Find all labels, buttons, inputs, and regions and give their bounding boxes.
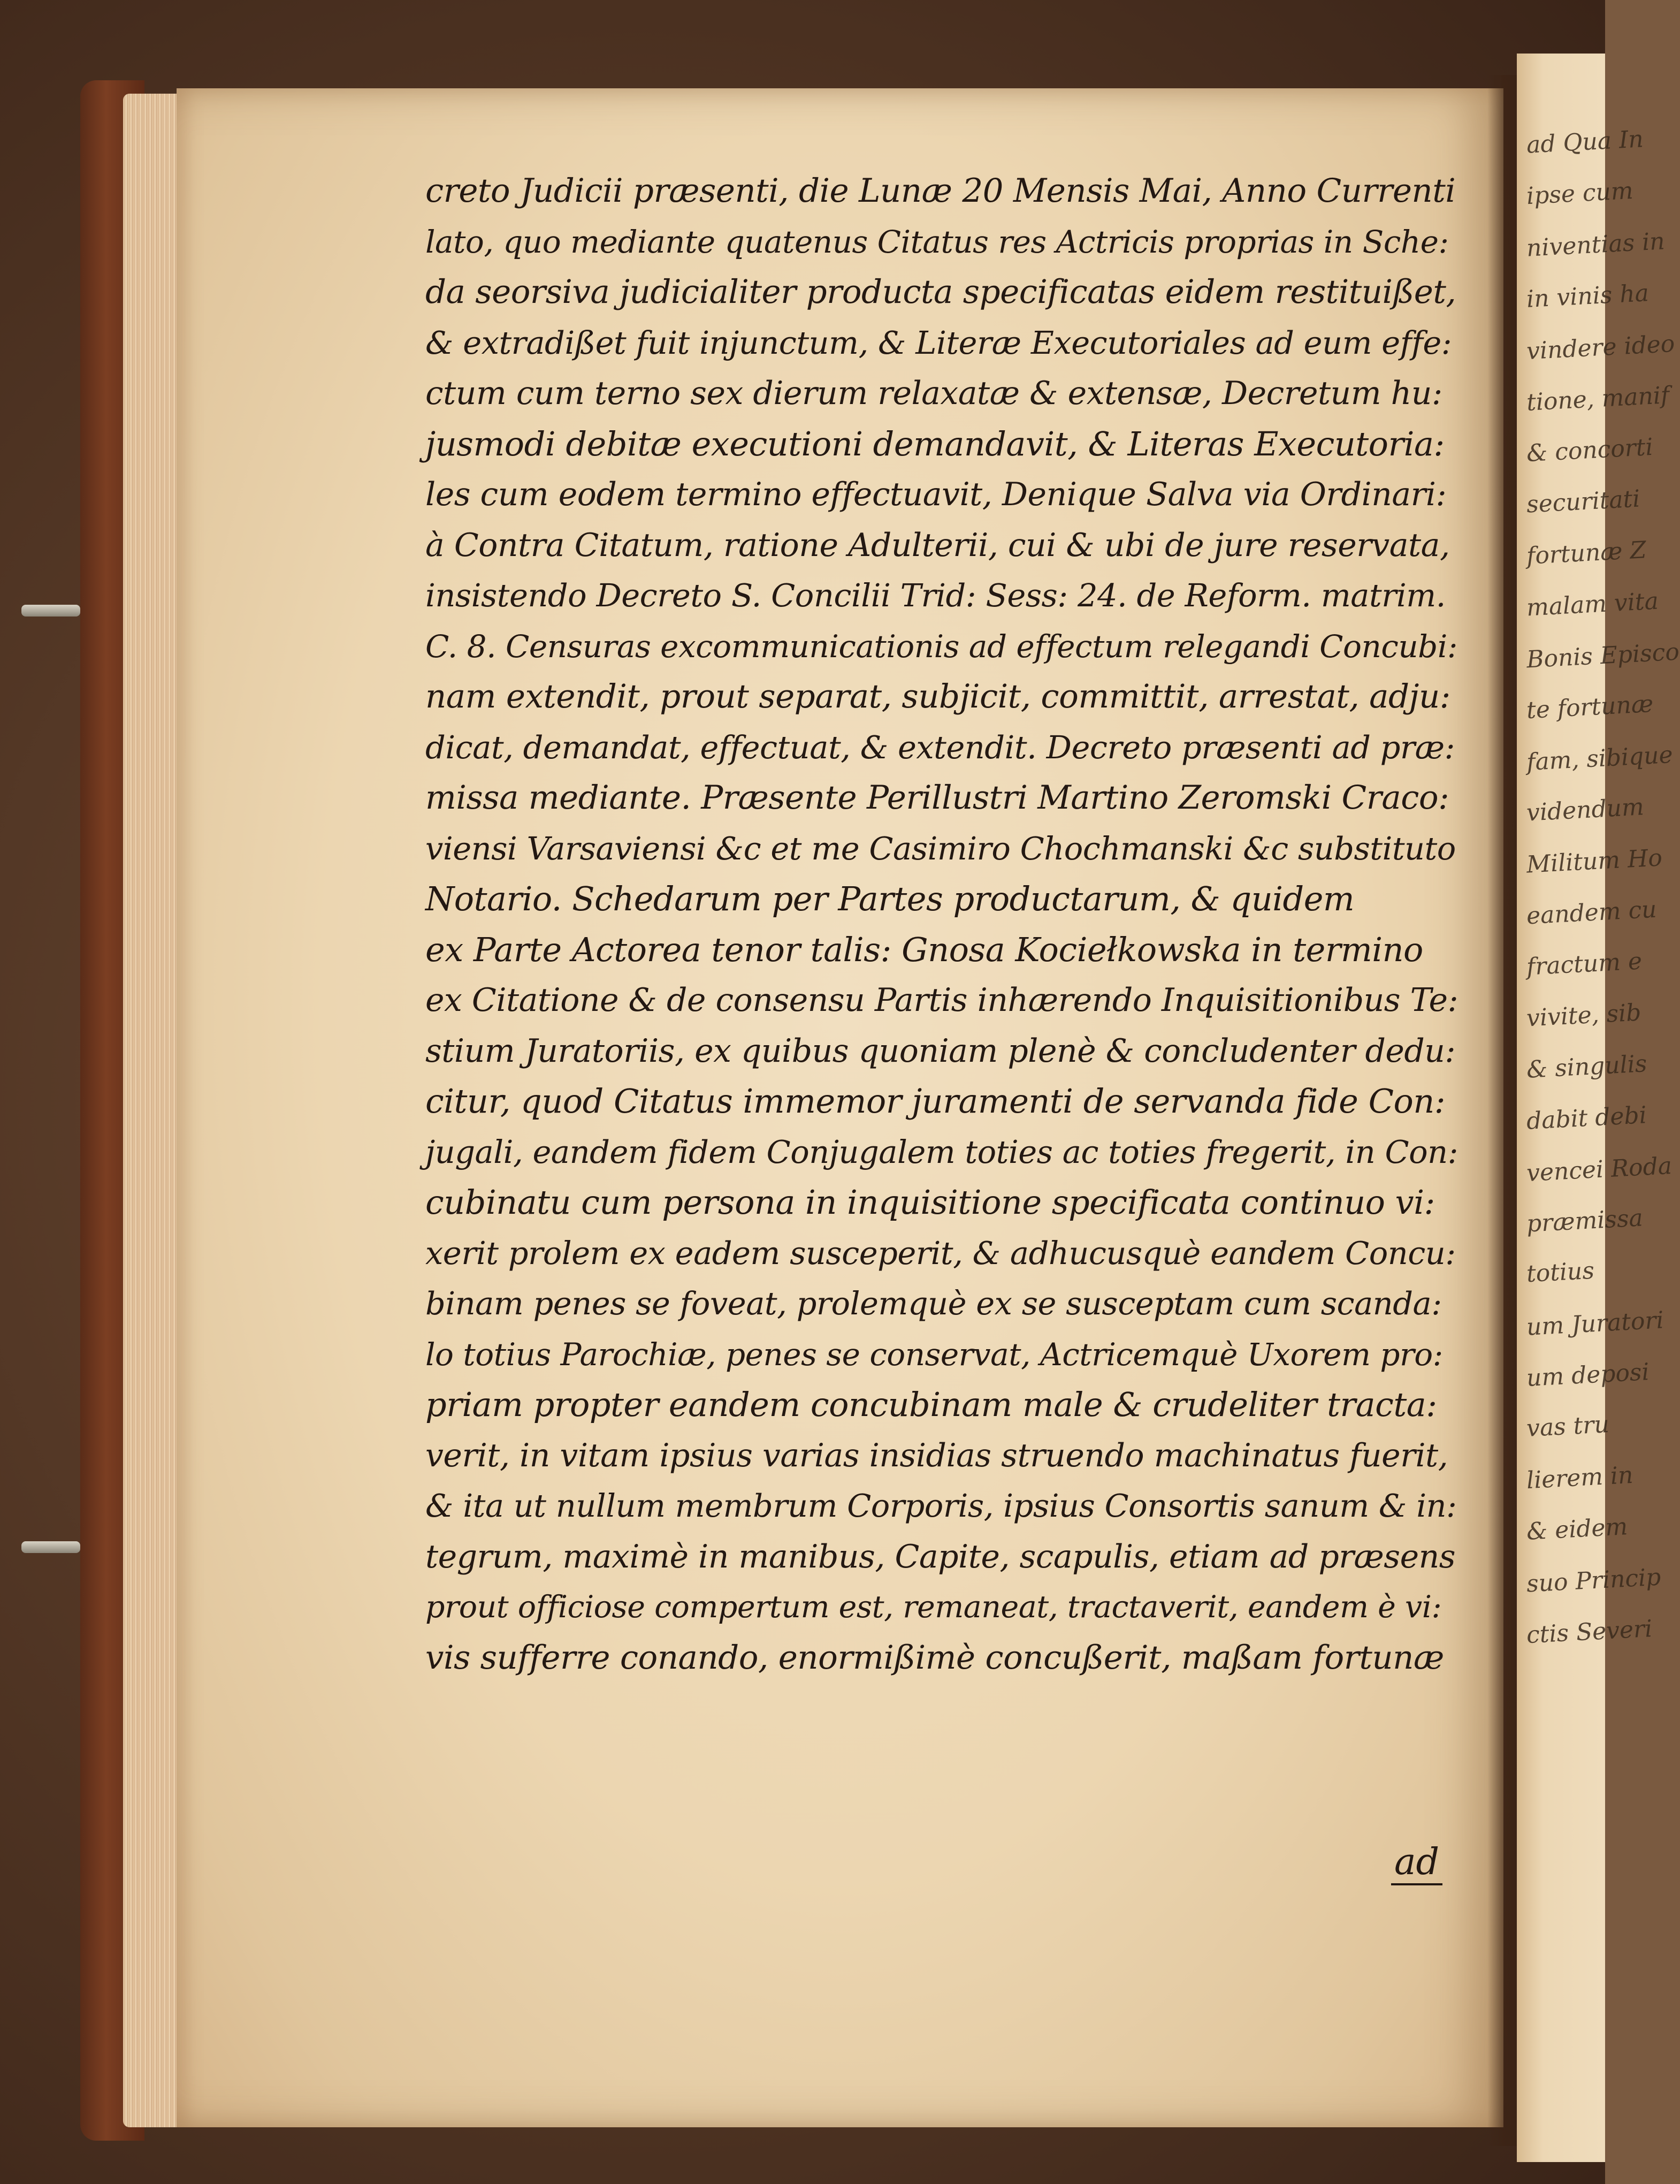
manuscript-line: verit, in vitam ipsius varias insidias struendo machinatus fuerit, — [425, 1436, 1448, 1474]
facing-page-fragment: fam, sibique — [1525, 741, 1674, 777]
facing-page-fragment: ipse cum — [1525, 177, 1634, 210]
manuscript-line: nam extendit, prout separat, subjicit, committit, arrestat, adju: — [425, 678, 1450, 716]
facing-page-fragment: ad Qua In — [1525, 125, 1644, 159]
manuscript-line: lato, quo mediante quatenus Citatus res Actricis proprias in Sche: — [425, 223, 1449, 260]
manuscript-line: ex Parte Actorea tenor talis: Gnosa Kociełkowska in termino — [425, 930, 1423, 969]
clasp-lower — [21, 1541, 80, 1553]
manuscript-line: insistendo Decreto S. Concilii Trid: Sess: 24. de Reform. matrim. — [425, 577, 1446, 614]
manuscript-line: binam penes se foveat, prolemquè ex se susceptam cum scanda: — [425, 1285, 1442, 1322]
manuscript-line: ctum cum terno sex dierum relaxatæ & extensæ, Decretum hu: — [425, 375, 1442, 412]
facing-page-fragment: totius — [1525, 1257, 1595, 1288]
facing-page-fragment: videndum — [1525, 793, 1645, 827]
facing-page-fragment: præmissa — [1525, 1204, 1644, 1238]
facing-page-fragment: malam vita — [1525, 587, 1659, 622]
facing-page-fragment: um Juratori — [1525, 1306, 1664, 1341]
manuscript-line: xerit prolem ex eadem susceperit, & adhucusquè eandem Concu: — [425, 1234, 1456, 1272]
manuscript-text — [425, 166, 1458, 1683]
manuscript-line: stium Juratoriis, ex quibus quoniam plenè & concludenter dedu: — [425, 1032, 1456, 1070]
facing-page-fragment: in vinis ha — [1525, 279, 1650, 313]
manuscript-line: les cum eodem termino effectuavit, Denique Salva via Ordinari: — [425, 476, 1447, 513]
manuscript-line: C. 8. Censuras excommunicationis ad effectum relegandi Concubi: — [425, 628, 1457, 665]
manuscript-line: priam propter eandem concubinam male & crudeliter tracta: — [425, 1385, 1437, 1424]
facing-page-fragment: vencei Roda — [1525, 1152, 1673, 1188]
manuscript-line: Notario. Schedarum per Partes productarum, & quidem — [425, 879, 1355, 918]
facing-page-fragment: Bonis Episco — [1525, 638, 1680, 674]
manuscript-line: tegrum, maximè in manibus, Capite, scapulis, etiam ad præsens — [425, 1538, 1456, 1576]
manuscript-line: da seorsiva judicialiter producta specificatas eidem restituißet, — [425, 273, 1456, 311]
manuscript-line: creto Judicii præsenti, die Lunæ 20 Mensis Mai, Anno Currenti — [425, 172, 1456, 210]
facing-page-fragment: vivite, sib — [1525, 999, 1642, 1032]
facing-page-fragment: um deposi — [1525, 1358, 1650, 1392]
facing-page-fragment: ctis Severi — [1525, 1615, 1653, 1649]
facing-page-fragment: vas tru — [1525, 1410, 1610, 1443]
manuscript-line: & ita ut nullum membrum Corporis, ipsius Consortis sanum & in: — [425, 1487, 1457, 1524]
manuscript-line: lo totius Parochiæ, penes se conservat, Actricemquè Uxorem pro: — [425, 1336, 1443, 1373]
facing-page-fragment: fractum e — [1525, 947, 1643, 981]
facing-page-fragment: tione, manif — [1525, 382, 1670, 416]
catchword: ad — [1391, 1841, 1442, 1885]
manuscript-line: vis sufferre conando, enormißimè concußerit, maßam fortunæ — [425, 1638, 1444, 1677]
facing-page-fragment: & singulis — [1525, 1050, 1648, 1084]
manuscript-line: dicat, demandat, effectuat, & extendit. Decreto præsenti ad præ: — [425, 728, 1455, 766]
manuscript-line: à Contra Citatum, ratione Adulterii, cui & ubi de jure reservata, — [425, 526, 1450, 564]
facing-page-fragment: niventias in — [1525, 227, 1666, 262]
facing-page — [1517, 54, 1680, 2162]
facing-page-fragment: & eidem — [1525, 1513, 1629, 1546]
facing-page-fragment: fortunæ Z — [1525, 536, 1647, 570]
clasp-upper — [21, 605, 80, 617]
manuscript-line: & extradißet fuit injunctum, & Literæ Executoriales ad eum effe: — [425, 324, 1452, 361]
page-edges — [123, 94, 182, 2127]
facing-page-fragment: te fortunæ — [1525, 690, 1654, 725]
manuscript-line: prout officiose compertum est, remaneat, tractaverit, eandem è vi: — [425, 1589, 1442, 1625]
facing-page-fragment: lierem in — [1525, 1461, 1634, 1495]
facing-page-fragment: securitati — [1525, 485, 1641, 519]
facing-page-fragment: suo Princip — [1525, 1563, 1662, 1598]
manuscript-line: citur, quod Citatus immemor juramenti de servanda fide Con: — [425, 1082, 1446, 1121]
manuscript-line: viensi Varsaviensi &c et me Casimiro Chochmanski &c substituto — [425, 830, 1456, 867]
facing-page-fragment: & concorti — [1525, 433, 1654, 468]
facing-page-fragment: vindere ideo — [1525, 330, 1676, 366]
gutter-shadow — [1487, 75, 1519, 2146]
manuscript-line: cubinatu cum persona in inquisitione specificata continuo vi: — [425, 1183, 1435, 1222]
manuscript-line: ex Citatione & de consensu Partis inhærendo Inquisitionibus Te: — [425, 981, 1458, 1019]
manuscript-line: jugali, eandem fidem Conjugalem toties ac toties fregerit, in Con: — [425, 1133, 1458, 1170]
facing-page-fragment: dabit debi — [1525, 1101, 1647, 1135]
facing-page-fragment: eandem cu — [1525, 895, 1658, 930]
facing-page-fragment: Militum Ho — [1525, 844, 1663, 879]
manuscript-line: jusmodi debitæ executioni demandavit, & Literas Executoria: — [425, 424, 1445, 463]
manuscript-line: missa mediante. Præsente Perillustri Martino Zeromski Craco: — [425, 779, 1449, 817]
